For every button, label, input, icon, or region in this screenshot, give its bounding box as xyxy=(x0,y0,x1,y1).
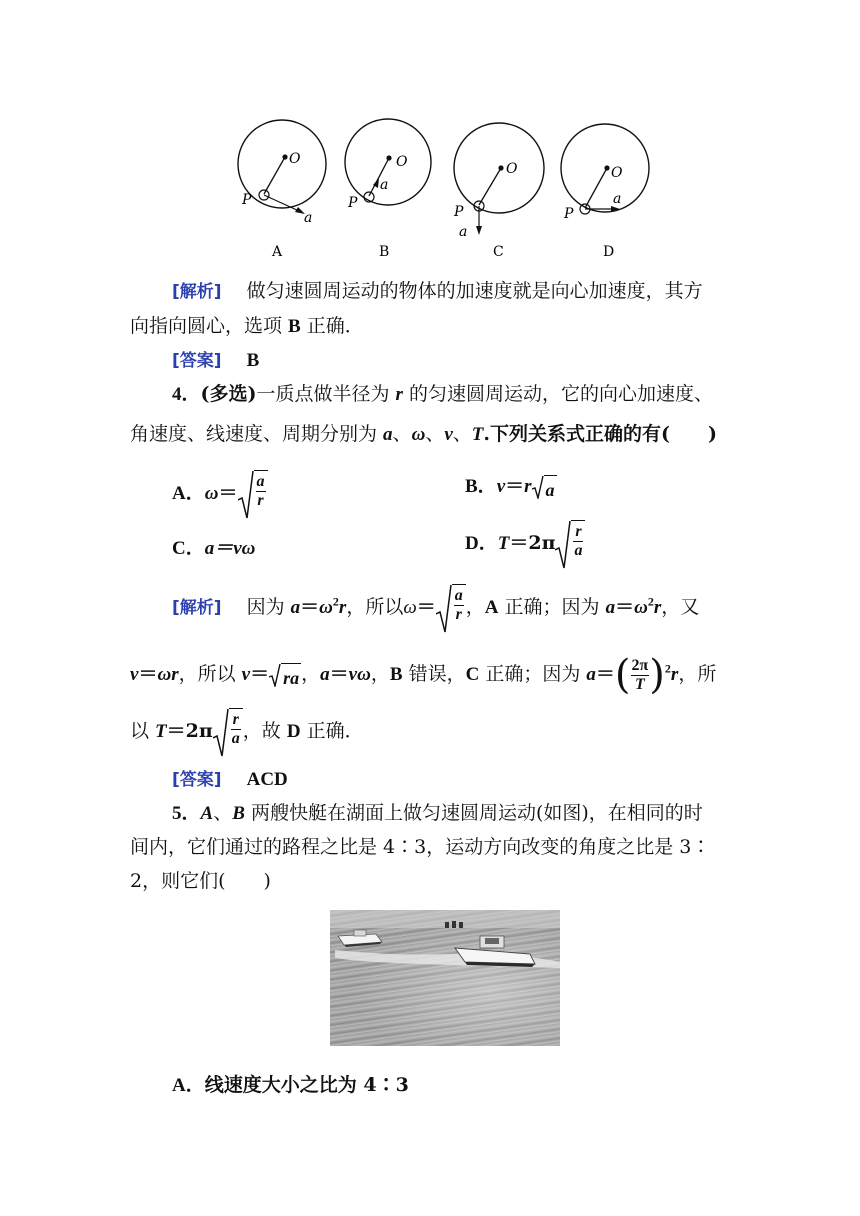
stem-text: 角速度、线速度、周期分别为 xyxy=(130,423,384,445)
stem-text: 的匀速圆周运动，它的向心加速度、 xyxy=(402,383,713,405)
stem-text: 2，则它们( ) xyxy=(130,870,271,892)
stem-text: 、 xyxy=(213,802,233,824)
math-expression: ωr xyxy=(157,664,179,685)
q4-answer xyxy=(172,767,288,792)
fraction-numerator: r xyxy=(232,711,239,728)
analysis-text: ，故 xyxy=(242,720,287,742)
math-var: T xyxy=(155,721,167,742)
question-number: 5． xyxy=(172,803,201,824)
stem-text: 一质点做半径为 xyxy=(256,383,396,405)
analysis-tag: [解析] xyxy=(172,598,222,618)
fraction-numerator: a xyxy=(256,473,265,490)
analysis-text: ， xyxy=(301,663,321,685)
math-var: a xyxy=(290,597,301,618)
analysis-text: ， xyxy=(465,596,485,618)
math-var: r xyxy=(395,384,403,405)
accel-label-a: a xyxy=(613,191,622,207)
analysis-text: 正确． xyxy=(300,315,364,337)
q5-stem-line3 xyxy=(130,869,271,893)
math-var: ω xyxy=(634,597,648,618)
diagram-d xyxy=(561,124,649,260)
q3-answer xyxy=(172,348,259,373)
analysis-text: ，又 xyxy=(661,596,700,618)
center-label-o: O xyxy=(289,151,301,167)
analysis-text: 正确；因为 xyxy=(498,596,606,618)
multi-select-tag: (多选) xyxy=(200,383,257,405)
analysis-text: ，所以 xyxy=(178,663,242,685)
q4-stem-line1 xyxy=(172,382,713,407)
math-op: ＝ xyxy=(615,596,635,618)
math-var: ω xyxy=(319,597,333,618)
math-var: r xyxy=(524,476,532,497)
analysis-text: 向指向圆心，选项 xyxy=(130,315,289,337)
point-label-p: P xyxy=(348,195,358,211)
option-ref: D xyxy=(286,721,301,742)
math-op: ＝ xyxy=(505,475,525,497)
diagram-letter: A xyxy=(272,244,283,260)
stem-text: 间内，它们通过的路程之比是 4∶3，运动方向改变的角度之比是 3∶ xyxy=(130,836,711,858)
fraction-numerator: a xyxy=(454,587,463,604)
math-expression: a＝vω xyxy=(204,538,256,559)
analysis-text: 错误， xyxy=(402,663,466,685)
sqrt-expression xyxy=(269,663,301,687)
point-label-p: P xyxy=(454,204,464,220)
math-var: ω xyxy=(411,424,426,445)
answer-value: B xyxy=(246,350,260,371)
sqrt-expression xyxy=(436,584,466,632)
math-exponent: 2 xyxy=(332,594,339,609)
fraction-denominator: a xyxy=(231,730,240,747)
radicand: ra xyxy=(281,663,301,690)
math-op: ＝ xyxy=(218,482,238,504)
sqrt-expression xyxy=(532,475,557,499)
diagram-letter: B xyxy=(379,244,390,260)
option-ref: B xyxy=(389,664,403,685)
math-exponent: 2 xyxy=(664,661,671,676)
q5-stem-line2 xyxy=(130,835,710,859)
jetskis xyxy=(445,921,463,928)
fraction-numerator: 2π xyxy=(631,656,649,674)
answer-value: ACD xyxy=(246,769,288,790)
q4-option-c xyxy=(172,536,255,561)
math-exponent: 2 xyxy=(647,594,654,609)
math-var: v xyxy=(241,664,251,685)
q4-stem-line2 xyxy=(130,422,717,447)
q5-option-a xyxy=(172,1073,409,1098)
center-label-o: O xyxy=(506,161,518,177)
math-op: ＝ xyxy=(416,596,436,618)
q4-option-b xyxy=(465,474,557,499)
q3-analysis-line2 xyxy=(130,314,364,339)
math-var: r xyxy=(338,597,347,618)
option-text: 线速度大小之比为 4∶3 xyxy=(204,1074,409,1096)
analysis-text: 以 xyxy=(130,720,156,742)
math-var: r xyxy=(670,664,679,685)
boat-a xyxy=(338,930,382,947)
q4-analysis-line2 xyxy=(130,652,717,698)
boat-b xyxy=(455,936,535,967)
math-op: ＝2π xyxy=(166,720,213,742)
stem-text: 两艘快艇在湖面上做匀速圆周运动(如图)，在相同的时 xyxy=(244,802,703,824)
math-var: v xyxy=(496,476,506,497)
stem-text: 、 xyxy=(392,423,412,445)
answer-tag: [答案] xyxy=(172,351,222,371)
math-expression: vω xyxy=(348,664,371,685)
radicand: a xyxy=(544,475,557,502)
sqrt-expression xyxy=(213,708,243,756)
option-ref: C xyxy=(465,664,480,685)
math-op: ＝ xyxy=(300,596,320,618)
math-op: ＝ xyxy=(595,663,615,685)
right-paren: ) xyxy=(649,652,665,698)
speedboats-photo xyxy=(330,910,560,1046)
math-op: ＝2π xyxy=(509,532,556,554)
left-paren: ( xyxy=(614,652,631,698)
math-var: v xyxy=(444,424,453,445)
math-op: ＝ xyxy=(329,663,349,685)
diagram-letter: C xyxy=(493,244,504,260)
sqrt-expression xyxy=(555,520,585,568)
q4-analysis-line1 xyxy=(172,584,699,632)
point-label-p: P xyxy=(564,206,574,222)
math-var: r xyxy=(653,597,662,618)
math-op: ＝ xyxy=(250,663,270,685)
math-var: a xyxy=(586,664,596,685)
q4-analysis-line3 xyxy=(130,708,364,756)
accel-label-a: a xyxy=(304,210,313,226)
math-op: ＝ xyxy=(138,663,158,685)
math-var: ω xyxy=(204,483,219,504)
option-label: B． xyxy=(465,476,497,497)
math-var: A xyxy=(200,803,214,824)
diagram-c xyxy=(453,123,544,260)
math-var: a xyxy=(383,424,393,445)
math-var: v xyxy=(130,664,139,685)
analysis-text: 正确；因为 xyxy=(479,663,587,685)
analysis-tag: [解析] xyxy=(172,282,222,302)
option-ref: A xyxy=(484,597,499,618)
math-var: T xyxy=(471,424,484,445)
diagram-a xyxy=(238,120,326,260)
center-label-o: O xyxy=(611,165,623,181)
diagram-b xyxy=(345,119,431,260)
option-ref: B xyxy=(288,316,301,337)
option-label: A． xyxy=(172,1075,205,1096)
fraction-denominator: r xyxy=(257,492,264,509)
center-label-o: O xyxy=(396,154,408,170)
math-var: a xyxy=(320,664,330,685)
accel-label-a: a xyxy=(380,177,389,193)
fraction-numerator: r xyxy=(575,523,582,540)
analysis-text: 正确． xyxy=(300,720,364,742)
point-label-p: P xyxy=(242,192,252,208)
question-number: 4． xyxy=(172,384,201,405)
stem-text: 、 xyxy=(425,423,445,445)
math-var: a xyxy=(605,597,616,618)
accel-label-a: a xyxy=(459,224,468,240)
answer-tag: [答案] xyxy=(172,770,222,790)
circle-motion-diagrams xyxy=(225,108,665,266)
option-label: A． xyxy=(172,483,205,504)
option-label: D． xyxy=(465,533,498,554)
analysis-text: ， xyxy=(370,663,390,685)
math-var: B xyxy=(232,803,245,824)
analysis-text: ，所 xyxy=(678,663,717,685)
diagram-letter: D xyxy=(603,244,615,260)
math-var: T xyxy=(497,533,510,554)
q4-option-d xyxy=(465,520,585,568)
fraction-denominator: r xyxy=(455,606,462,623)
analysis-text: 因为 xyxy=(246,596,291,618)
stem-text: .下列关系式正确的有( ) xyxy=(483,423,717,445)
stem-text: 、 xyxy=(452,423,472,445)
math-var: ω xyxy=(403,597,417,618)
fraction-denominator: T xyxy=(635,675,645,693)
speedboats-illustration xyxy=(330,910,560,1046)
sqrt-expression xyxy=(238,470,268,518)
option-label: C． xyxy=(172,538,205,559)
analysis-text: 做匀速圆周运动的物体的加速度就是向心加速度，其方 xyxy=(246,280,703,302)
q5-stem-line1 xyxy=(172,801,703,826)
q3-analysis-line1 xyxy=(172,279,703,304)
analysis-text: ，所以 xyxy=(346,596,404,618)
fraction-denominator: a xyxy=(574,542,583,559)
q4-option-a xyxy=(172,470,268,518)
